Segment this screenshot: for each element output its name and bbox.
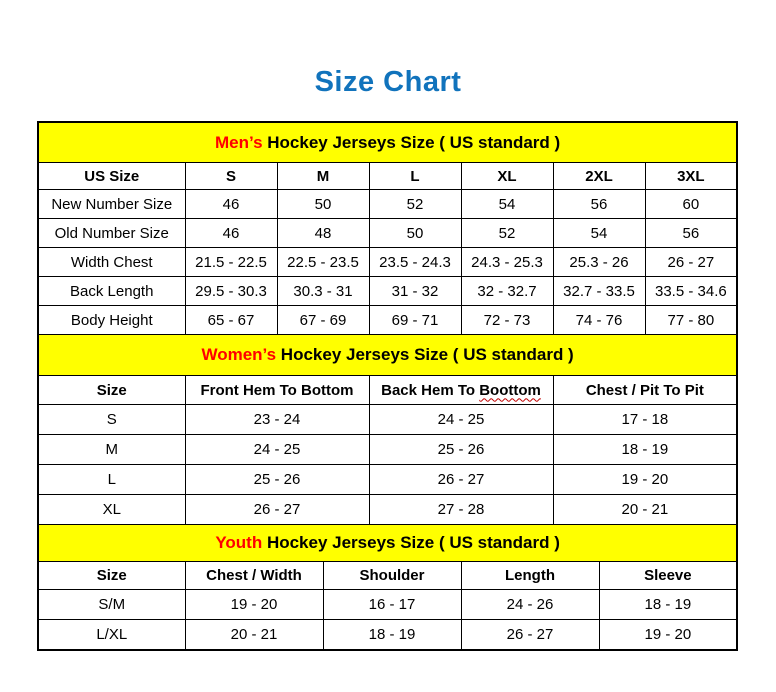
size-value-cell: 46 — [185, 190, 277, 219]
size-value-cell: 67 - 69 — [277, 306, 369, 335]
size-value-cell: 74 - 76 — [553, 306, 645, 335]
table-row — [38, 590, 737, 620]
table-row — [38, 465, 737, 495]
size-value-cell: 30.3 - 31 — [277, 277, 369, 306]
mens-section-banner — [38, 122, 737, 163]
mens-col-header: 3XL — [645, 163, 737, 190]
size-value-cell: 19 - 20 — [599, 620, 737, 651]
table-row — [38, 495, 737, 525]
size-value-cell: 20 - 21 — [553, 495, 737, 525]
mens-col-header: XL — [461, 163, 553, 190]
size-value-cell: 50 — [369, 219, 461, 248]
mens-col-header: M — [277, 163, 369, 190]
womens-col-header-misspelled — [369, 376, 553, 405]
womens-col-header: Front Hem To Bottom — [185, 376, 369, 405]
table-row — [38, 306, 737, 335]
youth-banner-text: Hockey Jerseys Size ( US standard ) — [262, 533, 560, 552]
size-value-cell: 21.5 - 22.5 — [185, 248, 277, 277]
spellcheck-squiggle-word: Boottom — [479, 381, 541, 399]
size-value-cell: 26 - 27 — [369, 465, 553, 495]
size-value-cell: 48 — [277, 219, 369, 248]
size-value-cell: 46 — [185, 219, 277, 248]
size-value-cell: 52 — [461, 219, 553, 248]
size-value-cell: 54 — [553, 219, 645, 248]
youth-col-header: Chest / Width — [185, 562, 323, 590]
row-label-cell: Old Number Size — [38, 219, 185, 248]
table-row — [38, 620, 737, 651]
womens-col-header: Size — [38, 376, 185, 405]
size-value-cell: 16 - 17 — [323, 590, 461, 620]
youth-banner-cell — [38, 525, 737, 562]
size-value-cell: 54 — [461, 190, 553, 219]
row-label-cell: L/XL — [38, 620, 185, 651]
size-value-cell: 25 - 26 — [369, 435, 553, 465]
size-value-cell: 50 — [277, 190, 369, 219]
size-value-cell: 19 - 20 — [553, 465, 737, 495]
youth-col-header: Sleeve — [599, 562, 737, 590]
size-value-cell: 31 - 32 — [369, 277, 461, 306]
size-value-cell: 19 - 20 — [185, 590, 323, 620]
size-value-cell: 72 - 73 — [461, 306, 553, 335]
size-value-cell: 32 - 32.7 — [461, 277, 553, 306]
womens-col-header: Chest / Pit To Pit — [553, 376, 737, 405]
womens-section-banner — [38, 335, 737, 376]
size-value-cell: 25 - 26 — [185, 465, 369, 495]
youth-banner-highlight: Youth — [215, 533, 263, 552]
row-label-cell: S — [38, 405, 185, 435]
row-label-cell: M — [38, 435, 185, 465]
youth-header-row — [38, 562, 737, 590]
table-row — [38, 219, 737, 248]
table-row — [38, 405, 737, 435]
mens-col-header: US Size — [38, 163, 185, 190]
womens-banner-cell — [38, 335, 737, 376]
size-value-cell: 60 — [645, 190, 737, 219]
row-label-cell: Body Height — [38, 306, 185, 335]
size-value-cell: 18 - 19 — [323, 620, 461, 651]
size-value-cell: 69 - 71 — [369, 306, 461, 335]
row-label-cell: Width Chest — [38, 248, 185, 277]
womens-banner-text: Hockey Jerseys Size ( US standard ) — [276, 345, 574, 364]
size-chart-table — [37, 121, 736, 651]
table-row — [38, 190, 737, 219]
size-value-cell: 24 - 25 — [369, 405, 553, 435]
size-value-cell: 32.7 - 33.5 — [553, 277, 645, 306]
size-value-cell: 25.3 - 26 — [553, 248, 645, 277]
size-value-cell: 22.5 - 23.5 — [277, 248, 369, 277]
size-value-cell: 52 — [369, 190, 461, 219]
table-row — [38, 248, 737, 277]
table-row — [38, 277, 737, 306]
size-value-cell: 29.5 - 30.3 — [185, 277, 277, 306]
size-value-cell: 56 — [553, 190, 645, 219]
youth-col-header: Shoulder — [323, 562, 461, 590]
mens-header-row — [38, 163, 737, 190]
mens-banner-cell — [38, 122, 737, 163]
youth-col-header: Length — [461, 562, 599, 590]
size-value-cell: 26 - 27 — [185, 495, 369, 525]
mens-banner-highlight: Men’s — [215, 132, 263, 152]
row-label-cell: New Number Size — [38, 190, 185, 219]
jersey-size-table — [37, 121, 738, 651]
mens-banner-text: Hockey Jerseys Size ( US standard ) — [262, 132, 561, 152]
size-value-cell: 26 - 27 — [645, 248, 737, 277]
size-value-cell: 20 - 21 — [185, 620, 323, 651]
mens-col-header: L — [369, 163, 461, 190]
row-label-cell: Back Length — [38, 277, 185, 306]
mens-col-header: S — [185, 163, 277, 190]
size-value-cell: 17 - 18 — [553, 405, 737, 435]
size-value-cell: 33.5 - 34.6 — [645, 277, 737, 306]
table-row — [38, 435, 737, 465]
row-label-cell: S/M — [38, 590, 185, 620]
size-value-cell: 65 - 67 — [185, 306, 277, 335]
size-value-cell: 26 - 27 — [461, 620, 599, 651]
youth-col-header: Size — [38, 562, 185, 590]
size-value-cell: 23 - 24 — [185, 405, 369, 435]
size-value-cell: 24 - 26 — [461, 590, 599, 620]
size-value-cell: 27 - 28 — [369, 495, 553, 525]
row-label-cell: L — [38, 465, 185, 495]
size-value-cell: 18 - 19 — [553, 435, 737, 465]
size-value-cell: 77 - 80 — [645, 306, 737, 335]
size-value-cell: 56 — [645, 219, 737, 248]
size-value-cell: 18 - 19 — [599, 590, 737, 620]
size-value-cell: 24 - 25 — [185, 435, 369, 465]
page-title: Size Chart — [314, 66, 462, 98]
back-hem-label-prefix: Back Hem To — [381, 381, 480, 399]
row-label-cell: XL — [38, 495, 185, 525]
youth-section-banner — [38, 525, 737, 562]
womens-header-row — [38, 376, 737, 405]
size-value-cell: 23.5 - 24.3 — [369, 248, 461, 277]
mens-col-header: 2XL — [553, 163, 645, 190]
womens-banner-highlight: Women’s — [201, 345, 277, 364]
size-value-cell: 24.3 - 25.3 — [461, 248, 553, 277]
